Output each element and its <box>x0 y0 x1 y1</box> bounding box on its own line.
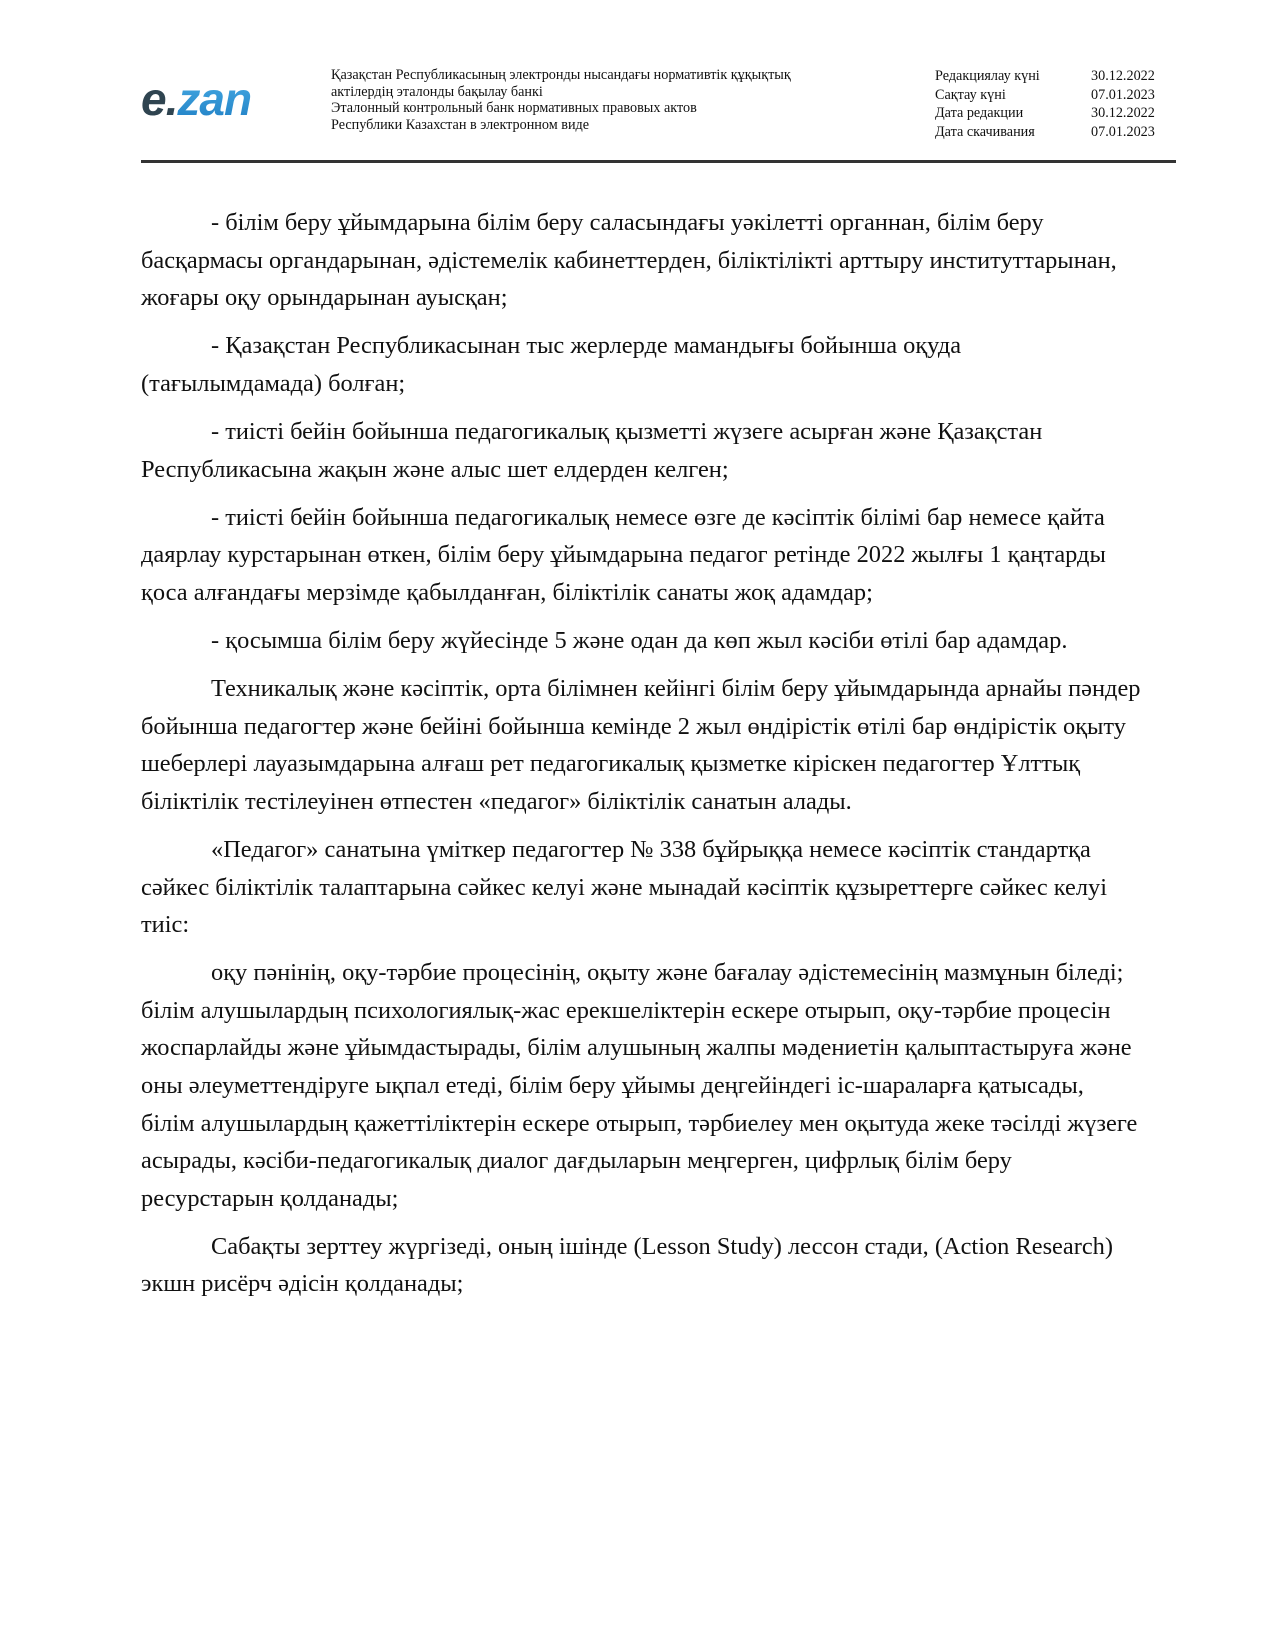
body-paragraph: Техникалық және кәсіптік, орта білімнен кейінгі білім беру ұйымдарында арнайы пәндер бойынша педагогтер және бейіні бойынша кемінде 2 жыл өндірістік өтілі бар өндірістік оқыту шеберлері лауазымдарына алғаш рет педагогикалық қызметке кіріскен педагогтер Ұлттық біліктілік тестілеуінен өтпестен «педагог» біліктілік санатын алады. <box>141 675 1141 815</box>
bank-title-line: Республики Казахстан в электронном виде <box>331 116 590 133</box>
dates-table <box>935 67 1181 141</box>
document-body <box>141 204 1141 1314</box>
date-label: Дата редакции <box>935 105 1024 121</box>
date-row-save-kz <box>935 86 1181 105</box>
body-paragraph: - білім беру ұйымдарына білім беру саласындағы уәкілетті органнан, білім беру басқармасы органдарынан, әдістемелік кабинеттерден, біліктілікті арттыру институттарынан, жоғары оқу орындарынан ауысқан; <box>141 209 1117 312</box>
body-paragraph: Сабақты зерттеу жүргізеді, оның ішінде (Lesson Study) лессон стади, (Action Research) экшн рисёрч әдісін қолданады; <box>141 1232 1113 1298</box>
date-label: Редакциялау күні <box>935 68 1040 84</box>
date-row-edit-kz <box>935 67 1181 86</box>
bank-title-line: Эталонный контрольный банк нормативных правовых актов <box>331 100 697 117</box>
body-paragraph: - тиісті бейін бойынша педагогикалық немесе өзге де кәсіптік білімі бар немесе қайта даярлау курстарынан өткен, білім беру ұйымдарына педагог ретінде 2022 жылғы 1 қаңтарды қоса алғандағы мерзімде қабылданған, біліктілік санаты жоқ адамдар; <box>141 503 1106 606</box>
date-label: Дата скачивания <box>935 123 1035 140</box>
header-divider <box>141 160 1176 163</box>
date-row-edit-ru <box>935 104 1181 123</box>
bank-title-line: актілердің эталонды бақылау банкі <box>331 83 543 100</box>
body-paragraph: - тиісті бейін бойынша педагогикалық қызметті жүзеге асырған және Қазақстан Республикасына жақын және алыс шет елдерден келген; <box>141 417 1043 483</box>
ezan-logo <box>141 73 252 125</box>
bank-title <box>331 67 791 133</box>
date-label: Сақтау күні <box>935 86 1006 103</box>
date-value: 30.12.2022 <box>1091 68 1155 84</box>
logo-suffix: zan <box>177 73 252 125</box>
date-row-download-ru <box>935 123 1181 142</box>
body-paragraph: «Педагог» санатына үміткер педагогтер № 338 бұйрыққа немесе кәсіптік стандартқа сәйкес біліктілік талаптарына сәйкес келуі және мынадай кәсіптік құзыреттерге сәйкес келуі тиіс: <box>141 835 1107 939</box>
body-paragraph: - қосымша білім беру жүйесінде 5 және одан да көп жыл кәсіби өтілі бар адамдар. <box>211 626 1068 654</box>
body-paragraph: оқу пәнінің, оқу-тәрбие процесінің, оқыту және бағалау әдістемесінің мазмұнын біледі; білім алушылардың психологиялық-жас ерекшеліктерін ескере отырып, оқу-тәрбие процесін жоспарлайды және ұйымдастырады, білім алушының жалпы мәдениетін қалыптастыруға және оны әлеуметтендіруге ықпал етеді, білім беру ұйымы деңгейіндегі іс-шараларға қатысады, білім алушылардың қажеттіліктерін ескере отырып, тәрбиелеу мен оқытуда жеке тәсілді жүзеге асырады, кәсіби-педагогикалық диалог дағдыларын меңгерген, цифрлық білім беру ресурстарын қолданады; <box>141 959 1138 1212</box>
logo-dot: . <box>165 73 178 125</box>
date-value: 07.01.2023 <box>1091 123 1155 140</box>
logo-prefix: e <box>141 73 166 125</box>
body-paragraph: - Қазақстан Республикасынан тыс жерлерде мамандығы бойынша оқуда (тағылымдамада) болған; <box>141 332 962 397</box>
document-header <box>141 64 1176 164</box>
date-value: 30.12.2022 <box>1091 105 1155 121</box>
bank-title-line: Қазақстан Республикасының электронды нысандағы нормативтік құқықтық <box>331 67 791 83</box>
date-value: 07.01.2023 <box>1091 86 1155 103</box>
